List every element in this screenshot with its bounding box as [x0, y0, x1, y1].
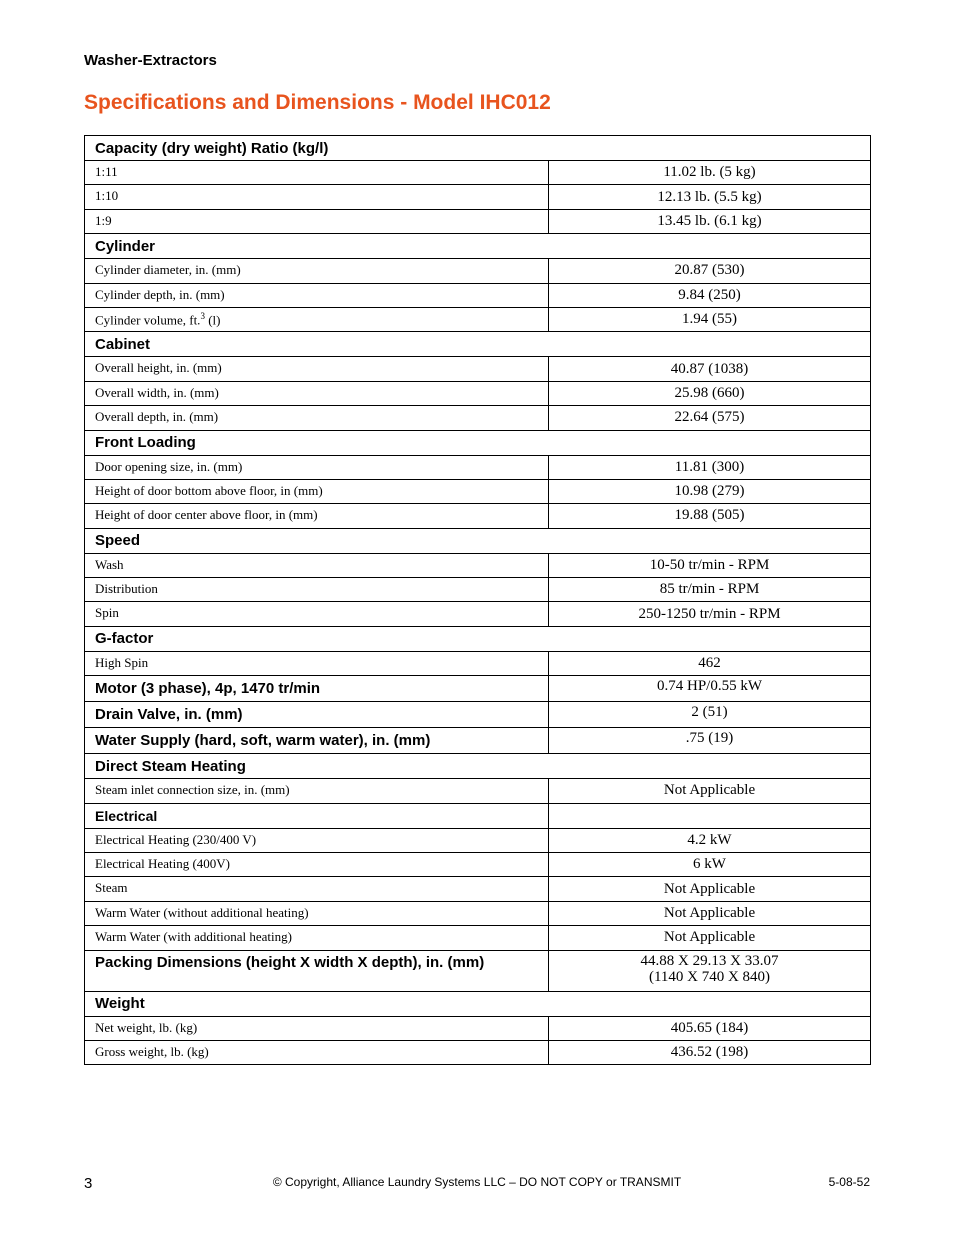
packing-value-mm: (1140 X 740 X 840): [648, 968, 771, 985]
table-row: [85, 728, 871, 754]
row-value: 9.84 (250): [549, 283, 871, 307]
row-label: Warm Water (without additional heating): [85, 901, 549, 925]
row-value: 12.13 lb. (5.5 kg): [549, 185, 871, 209]
table-row: [85, 1040, 871, 1064]
table-row: [85, 161, 871, 185]
row-label: 1:11: [85, 161, 549, 185]
table-row: [85, 357, 871, 381]
row-value: 6 kW: [549, 853, 871, 877]
table-row: [85, 307, 871, 331]
table-section-header: [85, 754, 871, 779]
steam-heading: Direct Steam Heating: [85, 754, 871, 779]
table-row: [85, 676, 871, 702]
row-label: Overall width, in. (mm): [85, 381, 549, 405]
speed-heading: Speed: [85, 528, 871, 553]
row-label: Cylinder diameter, in. (mm): [85, 259, 549, 283]
table-row: [85, 406, 871, 430]
row-label: Wash: [85, 553, 549, 577]
spec-table: [84, 135, 871, 1065]
table-section-header: [85, 528, 871, 553]
row-label: Electrical Heating (230/400 V): [85, 828, 549, 852]
table-row: [85, 702, 871, 728]
row-value: 4.2 kW: [549, 828, 871, 852]
page-title: Specifications and Dimensions - Model IHC012: [84, 91, 551, 114]
row-label: Overall depth, in. (mm): [85, 406, 549, 430]
section-label: Washer-Extractors: [84, 52, 217, 69]
table-row: [85, 779, 871, 803]
row-label: [85, 307, 549, 331]
table-row: [85, 877, 871, 901]
table-row: [85, 926, 871, 950]
cylinder-heading: Cylinder: [85, 234, 871, 259]
row-value: 40.87 (1038): [549, 357, 871, 381]
row-value: 19.88 (505): [549, 504, 871, 528]
row-value: 250-1250 tr/min - RPM: [549, 602, 871, 626]
table-section-header: [85, 803, 871, 828]
gfactor-heading: G-factor: [85, 626, 871, 651]
table-row: [85, 381, 871, 405]
row-label: Net weight, lb. (kg): [85, 1016, 549, 1040]
table-row: [85, 479, 871, 503]
row-label: Warm Water (with additional heating): [85, 926, 549, 950]
row-value: 25.98 (660): [549, 381, 871, 405]
table-row: [85, 455, 871, 479]
row-label: Steam: [85, 877, 549, 901]
row-value: 13.45 lb. (6.1 kg): [549, 209, 871, 233]
capacity-heading: Capacity (dry weight) Ratio (kg/l): [85, 136, 871, 161]
table-row: [85, 259, 871, 283]
row-value: 10-50 tr/min - RPM: [549, 553, 871, 577]
water-supply-label: Water Supply (hard, soft, warm water), in. (mm): [85, 728, 549, 754]
table-row: [85, 602, 871, 626]
table-section-header: [85, 991, 871, 1016]
table-row: [85, 504, 871, 528]
table-row: [85, 578, 871, 602]
row-value: 405.65 (184): [549, 1016, 871, 1040]
table-row: [85, 901, 871, 925]
copyright-notice: © Copyright, Alliance Laundry Systems LLC – DO NOT COPY or TRANSMIT: [272, 1175, 682, 1189]
table-row: [85, 283, 871, 307]
drain-value: 2 (51): [549, 702, 871, 728]
row-label: Spin: [85, 602, 549, 626]
label-text: Cylinder volume, ft.: [95, 312, 201, 328]
table-row: [85, 828, 871, 852]
table-row: [85, 651, 871, 675]
motor-value: 0.74 HP/0.55 kW: [549, 676, 871, 702]
table-row: [85, 553, 871, 577]
row-label: Distribution: [85, 578, 549, 602]
row-label: Gross weight, lb. (kg): [85, 1040, 549, 1064]
row-label: Overall height, in. (mm): [85, 357, 549, 381]
table-section-header: [85, 234, 871, 259]
table-row: [85, 209, 871, 233]
row-value: Not Applicable: [549, 779, 871, 803]
row-label: Electrical Heating (400V): [85, 853, 549, 877]
row-value: 20.87 (530): [549, 259, 871, 283]
row-label: High Spin: [85, 651, 549, 675]
row-label: Door opening size, in. (mm): [85, 455, 549, 479]
empty-cell: [549, 803, 871, 828]
row-value: 1.94 (55): [549, 307, 871, 331]
electrical-heading: Electrical: [85, 803, 549, 828]
table-row: [85, 853, 871, 877]
row-value: 462: [549, 651, 871, 675]
row-label: 1:10: [85, 185, 549, 209]
table-section-header: [85, 136, 871, 161]
row-value: 11.81 (300): [549, 455, 871, 479]
packing-label: Packing Dimensions (height X width X depth), in. (mm): [85, 950, 549, 991]
row-label: Height of door center above floor, in (mm): [85, 504, 549, 528]
row-label: Steam inlet connection size, in. (mm): [85, 779, 549, 803]
page-number: 3: [84, 1175, 93, 1192]
row-value: 11.02 lb. (5 kg): [549, 161, 871, 185]
row-value: 436.52 (198): [549, 1040, 871, 1064]
table-section-header: [85, 332, 871, 357]
row-value: 10.98 (279): [549, 479, 871, 503]
row-value: 85 tr/min - RPM: [549, 578, 871, 602]
packing-value-in: 44.88 X 29.13 X 33.07: [640, 952, 779, 969]
row-value: Not Applicable: [549, 926, 871, 950]
table-row: [85, 950, 871, 991]
cabinet-heading: Cabinet: [85, 332, 871, 357]
packing-value: [549, 950, 871, 991]
table-section-header: [85, 430, 871, 455]
front-loading-heading: Front Loading: [85, 430, 871, 455]
row-label: 1:9: [85, 209, 549, 233]
superscript: 3: [200, 310, 205, 321]
motor-label: Motor (3 phase), 4p, 1470 tr/min: [85, 676, 549, 702]
row-label: Height of door bottom above floor, in (mm): [85, 479, 549, 503]
row-value: 22.64 (575): [549, 406, 871, 430]
drain-label: Drain Valve, in. (mm): [85, 702, 549, 728]
row-label: Cylinder depth, in. (mm): [85, 283, 549, 307]
row-value: Not Applicable: [549, 877, 871, 901]
row-value: Not Applicable: [549, 901, 871, 925]
weight-heading: Weight: [85, 991, 871, 1016]
table-row: [85, 185, 871, 209]
table-section-header: [85, 626, 871, 651]
water-supply-value: .75 (19): [549, 728, 871, 754]
table-row: [85, 1016, 871, 1040]
label-text: (l): [204, 312, 221, 328]
document-number: 5-08-52: [828, 1175, 870, 1189]
